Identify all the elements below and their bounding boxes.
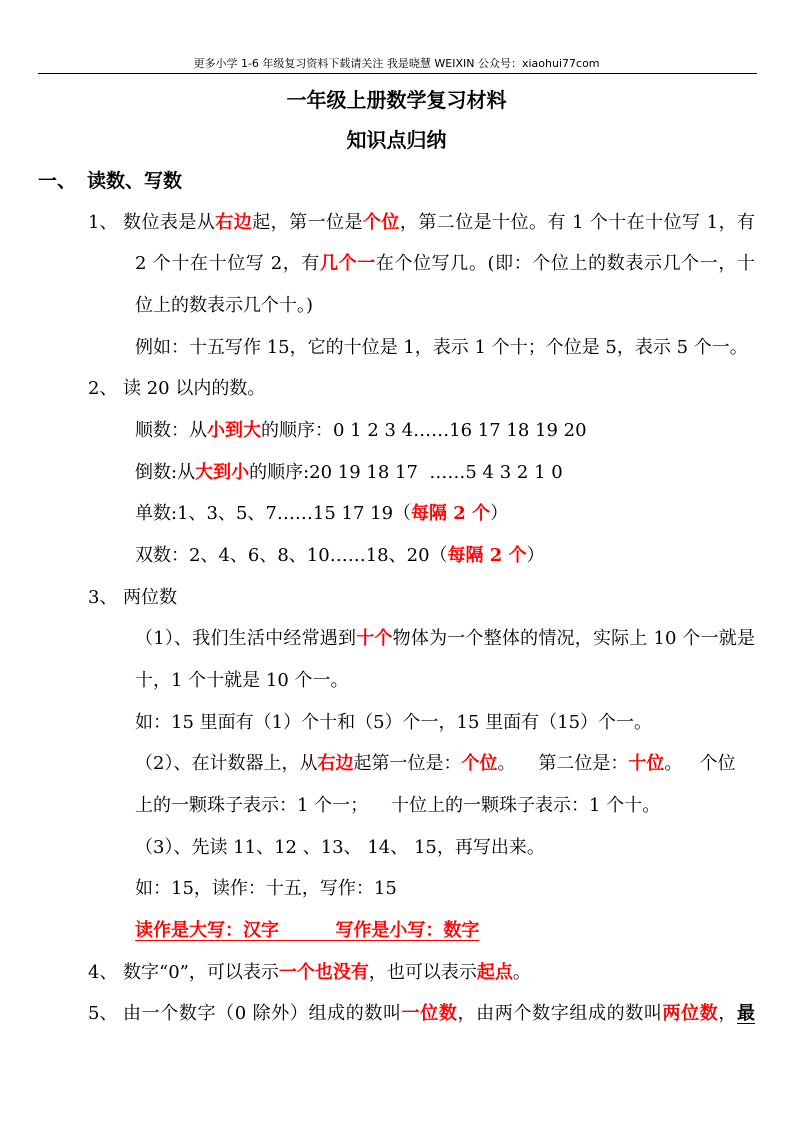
highlighted-text: 每隔 2 个 — [411, 503, 491, 525]
item-1-line-2 — [0, 243, 755, 285]
section-heading: 读数、写数 — [87, 169, 183, 192]
text-segment: 。 个位 — [664, 753, 736, 775]
text-segment: ，由两个数字组成的数叫 — [457, 1003, 663, 1025]
item-number: 2、 — [88, 378, 118, 400]
text-segment: ， — [718, 1003, 738, 1025]
item-2-counting-up — [0, 410, 755, 452]
text-segment: 上的一颗珠子表示：1 个一； 十位上的一颗珠子表示：1 个十。 — [135, 794, 661, 816]
item-1-example — [0, 327, 755, 369]
text-segment: （3）、先读 11、12 、13、 14、 15，再写出来。 — [135, 836, 545, 858]
text-segment: ，也可以表示 — [368, 961, 477, 983]
item-3-example-3 — [0, 868, 755, 910]
item-4-line-1 — [0, 952, 755, 994]
text-segment: （1）、我们生活中经常遇到 — [135, 628, 357, 650]
item-number: 3、 — [88, 586, 118, 608]
item-1-line-1 — [0, 202, 755, 244]
item-2-even-numbers — [0, 535, 755, 577]
text-segment: 。 第二位是： — [497, 753, 629, 775]
document-title: 一年级上册数学复习材料 — [286, 88, 507, 112]
highlighted-text: 十位 — [628, 753, 665, 775]
highlighted-text: 几个一 — [320, 253, 376, 275]
item-3-point-3 — [0, 827, 755, 869]
item-3-point-1-continued — [0, 660, 755, 702]
highlighted-text: 一位数 — [401, 1003, 458, 1025]
text-segment: 由一个数字（0 除外）组成的数叫 — [123, 1003, 402, 1025]
text-segment: 的顺序:20 19 18 17 ……5 4 3 2 1 0 — [249, 461, 563, 483]
text-segment: 起第一位是： — [353, 753, 462, 775]
text-segment: 如：15 里面有（1）个十和（5）个一，15 里面有（15）个一。 — [135, 711, 653, 733]
text-segment: 十，1 个十就是 10 个一。 — [135, 669, 349, 691]
item-3-line-1 — [0, 577, 755, 619]
highlighted-text: 读作是大写：汉字 写作是小写：数字 — [135, 919, 480, 941]
text-segment: ，第二位是十位。有 1 个十在十位写 1，有 — [399, 211, 756, 233]
text-segment: 的顺序：0 1 2 3 4……16 17 18 19 20 — [261, 419, 587, 441]
item-number: 5、 — [88, 1003, 118, 1025]
text-segment: 起，第一位是 — [252, 211, 363, 233]
highlighted-text: 两位数 — [662, 1003, 719, 1025]
item-3-point-2-continued — [0, 785, 755, 827]
section-reading-writing-numbers — [0, 161, 793, 1035]
item-2-odd-numbers — [0, 493, 755, 535]
text-segment: 双数：2、4、6、8、10……18、20（ — [135, 544, 448, 566]
section-heading-row — [0, 161, 793, 202]
document-subtitle: 知识点归纳 — [346, 128, 447, 152]
text-segment: 在个位写几。(即：个位上的数表示几个一，十 — [375, 253, 755, 275]
highlighted-text: 起点 — [476, 961, 513, 983]
item-1-line-3 — [0, 285, 755, 327]
highlighted-text: 右边 — [215, 211, 253, 233]
item-2-line-1 — [0, 368, 755, 410]
text-segment: 如：15，读作：十五，写作：15 — [135, 878, 397, 900]
item-3-point-1 — [0, 618, 755, 660]
highlighted-text: 个位 — [362, 211, 400, 233]
text-segment: 读 20 以内的数。 — [123, 378, 266, 400]
highlighted-text: 右边 — [317, 753, 354, 775]
item-3-point-2 — [0, 743, 755, 785]
header-rule — [38, 73, 757, 74]
text-segment: 数位表是从 — [123, 211, 216, 233]
item-5-line-1 — [0, 993, 755, 1035]
item-number: 1、 — [88, 211, 118, 233]
text-segment: 数字“0”，可以表示 — [123, 961, 279, 983]
highlighted-text: 大到小 — [195, 461, 250, 483]
highlighted-text: 个位 — [461, 753, 498, 775]
text-segment: 倒数:从 — [135, 461, 196, 483]
header-note: 更多小学 1-6 年级复习资料下载请关注 我是晓慧 WEIXIN 公众号：xiaohui77com — [193, 57, 600, 70]
highlighted-text: 每隔 2 个 — [447, 544, 527, 566]
section-number: 一、 — [38, 169, 77, 192]
text-segment: 物体为一个整体的情况，实际上 10 个一就是 — [392, 628, 756, 650]
text-segment: 。 — [512, 961, 531, 983]
text-segment: 单数:1、3、5、7……15 17 19（ — [135, 503, 412, 525]
item-3-example-1 — [0, 702, 755, 744]
item-3-rule-note — [0, 910, 755, 952]
highlighted-text: 小到大 — [207, 419, 261, 441]
text-segment: 两位数 — [123, 586, 177, 608]
text-segment: （2）、在计数器上，从 — [135, 753, 318, 775]
text-segment: ） — [490, 503, 509, 525]
text-segment: 例如：十五写作 15，它的十位是 1，表示 1 个十；个位是 5，表示 5 个一。 — [135, 336, 748, 358]
text-segment: 2 个十在十位写 2，有 — [135, 253, 321, 275]
item-2-counting-down — [0, 452, 755, 494]
text-segment: 顺数：从 — [135, 419, 207, 441]
text-segment: 位上的数表示几个十。) — [135, 294, 314, 316]
highlighted-text: 十个 — [356, 628, 393, 650]
emphasized-text: 最 — [737, 1003, 756, 1025]
text-segment: ） — [526, 544, 545, 566]
highlighted-text: 一个也没有 — [278, 961, 369, 983]
item-number: 4、 — [88, 961, 118, 983]
